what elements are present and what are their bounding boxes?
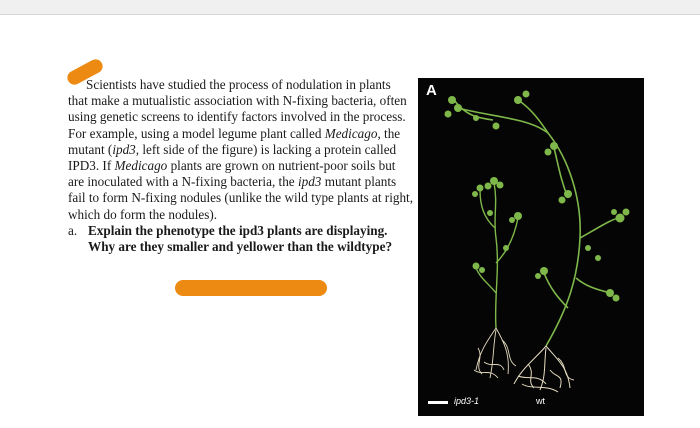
paragraph-part-5: mutant plants fail to form N-fixing nodules (unlike the wild type plants at right, which do form the nodules). — [68, 174, 414, 222]
wt-leaves — [445, 91, 630, 302]
panel-letter: A — [426, 82, 437, 99]
question-letter: a. — [68, 222, 78, 238]
label-ipd3-mutant: ipd3-1 — [454, 396, 480, 406]
paragraph-part-2: , the mutant ( — [68, 125, 401, 157]
paragraph-part-1: Scientists have studied the process of nodulation in plants that make a mutualistic association with N-fixing bacteria, often using genetic screens to identify factors involved in the process. For example, using a model legume plant called — [68, 77, 407, 141]
italic-medicago: Medicago — [114, 158, 168, 174]
wt-roots — [514, 346, 574, 392]
italic-ipd3: ipd3, — [112, 141, 140, 157]
italic-medicago: Medicago — [324, 125, 378, 141]
question-a-text: Explain the phenotype the ipd3 plants are displaying. Why are they smaller and yellower than the wildtype? — [88, 222, 393, 255]
top-bar — [0, 0, 700, 15]
label-wildtype: wt — [536, 396, 545, 406]
intro-paragraph — [68, 77, 413, 223]
paragraph-part-4: plants are grown on nutrient-poor soils but are inoculated with a N-fixing bacteria, the — [68, 158, 396, 190]
highlighter-mark-bottom — [175, 280, 327, 296]
plant-illustration — [418, 78, 644, 416]
question-part-a — [68, 223, 413, 255]
question-text-block — [68, 77, 413, 255]
scale-bar — [428, 401, 448, 404]
wt-plant — [454, 100, 620, 346]
ipd3-plant — [476, 183, 518, 328]
paragraph-part-3: left side of the figure) is lacking a protein called IPD3. If — [68, 141, 397, 174]
italic-ipd3: ipd3 — [297, 174, 322, 190]
plant-figure — [418, 78, 644, 416]
ipd3-roots — [474, 328, 516, 378]
